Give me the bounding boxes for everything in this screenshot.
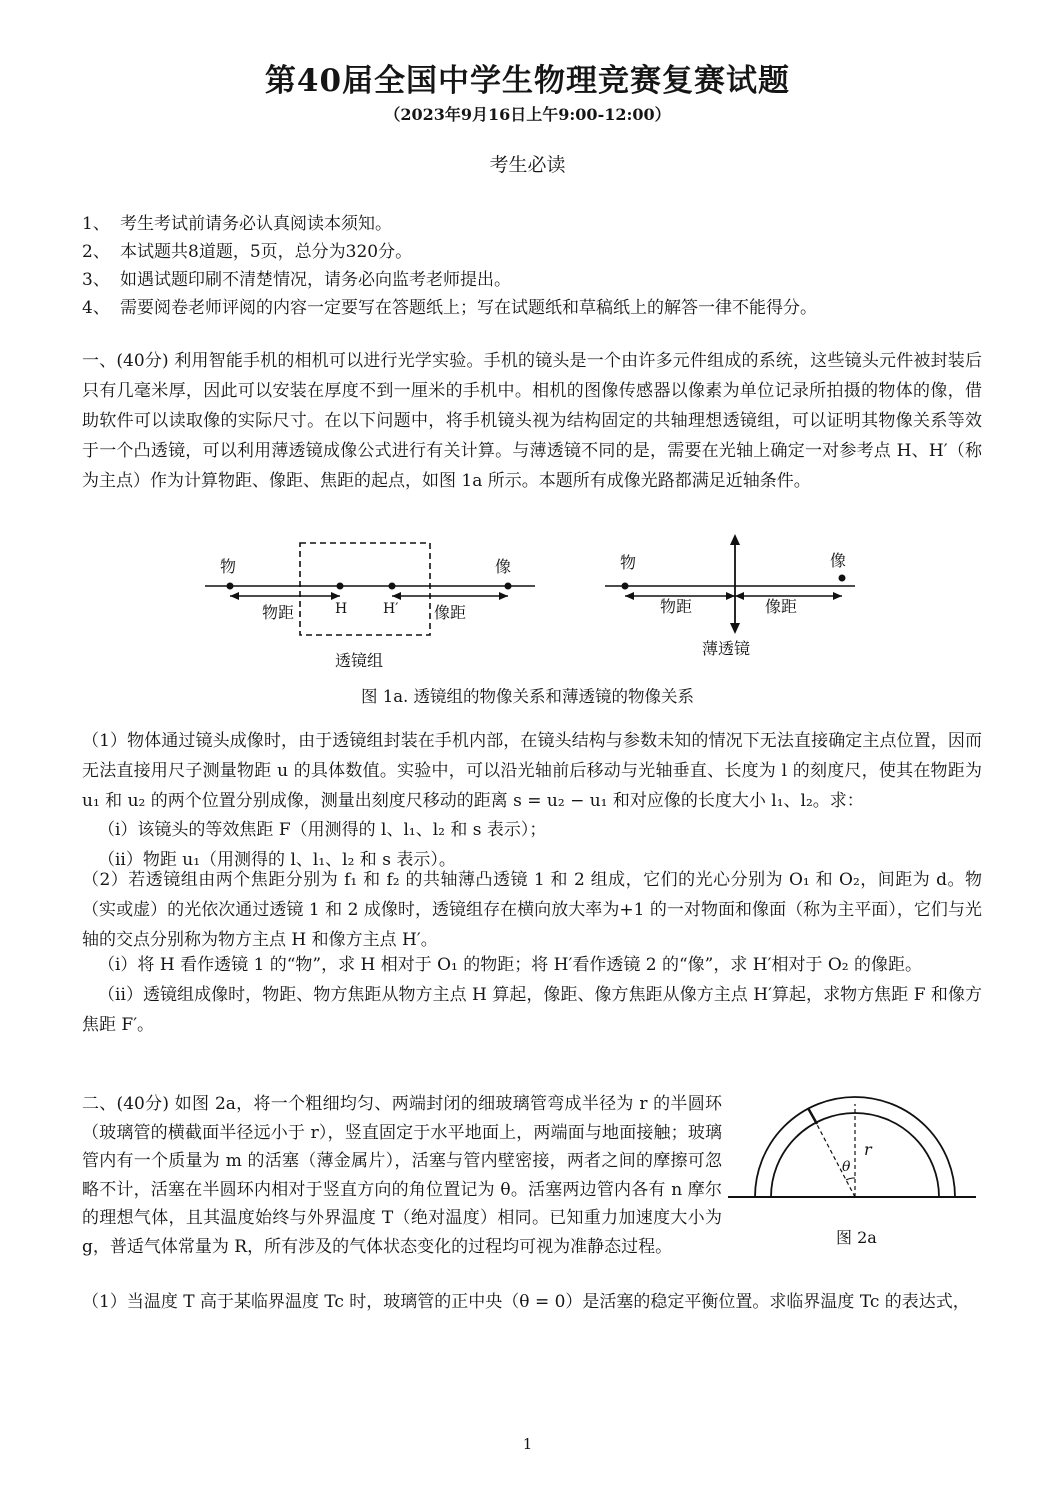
figure-1a xyxy=(190,530,870,675)
label-object-right: 物 xyxy=(620,553,637,572)
notice-item-4: 4、 需要阅卷老师评阅的内容一定要写在答题纸上；写在试题纸和草稿纸上的解答一律不能得分。 xyxy=(82,298,817,318)
image-point-left xyxy=(505,583,512,590)
label-image-distance-left: 像距 xyxy=(434,603,467,622)
label-object-distance-right: 物距 xyxy=(660,597,693,616)
label-image-right: 像 xyxy=(830,551,847,570)
radius-dashed xyxy=(812,1115,855,1197)
object-point-right xyxy=(622,583,629,590)
notice-item-1: 1、 考生考试前请务必认真阅读本须知。 xyxy=(82,214,392,234)
label-object-distance-left: 物距 xyxy=(262,603,295,622)
exam-time: （2023年9月16日上午9:00-12:00） xyxy=(384,105,671,124)
page-title: 第40届全国中学生物理竞赛复赛试题 xyxy=(264,63,791,99)
notice-title: 考生必读 xyxy=(489,154,566,176)
question-1-part-2-i: （i）将 H 看作透镜 1 的“物”，求 H 相对于 O₁ 的物距；将 H′看作透镜 2 的“像”，求 H′相对于 O₂ 的像距。 xyxy=(98,955,923,975)
label-h: H xyxy=(335,601,348,617)
label-h-prime: H′ xyxy=(383,601,399,617)
label-r: r xyxy=(864,1140,872,1159)
label-image-distance-right: 像距 xyxy=(765,597,798,616)
question-1-part-1-i: （i）该镜头的等效焦距 F（用测得的 l、l₁、l₂ 和 s 表示）； xyxy=(98,820,547,840)
question-1-intro: 一、(40分) 利用智能手机的相机可以进行光学实验。手机的镜头是一个由许多元件组成的系统，这些镜头元件被封装后只有几毫米厚，因此可以安装在厚度不到一厘米的手机中。相机的图像传感器以像素为单位记录所拍摄的物体的像，借助软件可以读取像的实际尺寸。在以下问题中，将手机镜头视为结构固定的共轴理想透镜组，可以证明其物像关系等效于一个凸透镜，可以利用薄透镜成像公式进行有关计算。与薄透镜不同的是，需要在光轴上确定一对参考点 H、H′（称为主点）作为计算物距、像距、焦距的起点，如图 1a 所示。本题所有成像光路都满足近轴条件。 xyxy=(82,351,982,491)
question-1-part-1: （1）物体通过镜头成像时，由于透镜组封装在手机内部，在镜头结构与参数未知的情况下无法直接确定主点位置，因而无法直接用尺子测量物距 u 的具体数值。实验中，可以沿光轴前后移动与光轴垂直、长度为 l 的刻度尺，使其在物距为 u₁ 和 u₂ 的两个位置分别成像，测量出刻度尺移动的距离 s = u₂ − u₁ 和对应像的长度大小 l₁、l₂。求： xyxy=(82,731,982,811)
label-theta: θ xyxy=(842,1159,851,1175)
question-2-part-1: （1）当温度 T 高于某临界温度 Tc 时，玻璃管的正中央（θ = 0）是活塞的稳定平衡位置。求临界温度 Tc 的表达式， xyxy=(82,1292,970,1312)
question-1-part-2-ii: （ii）透镜组成像时，物距、物方焦距从物方主点 H 算起，像距、像方焦距从像方主点 H′算起，求物方焦距 F 和像方焦距 F′。 xyxy=(82,985,982,1035)
label-image-left: 像 xyxy=(495,557,512,576)
h-prime-point xyxy=(389,583,396,590)
label-object-left: 物 xyxy=(220,557,237,576)
piston xyxy=(808,1108,817,1124)
notice-item-2: 2、 本试题共8道题，5页，总分为320分。 xyxy=(82,242,413,262)
notice-item-3: 3、 如遇试题印刷不清楚情况，请务必向监考老师提出。 xyxy=(82,270,511,290)
figure-2a-caption: 图 2a xyxy=(836,1228,877,1247)
question-1-part-1-ii: （ii）物距 u₁（用测得的 l、l₁、l₂ 和 s 表示）。 xyxy=(98,850,456,870)
question-1-part-2: （2）若透镜组由两个焦距分别为 f₁ 和 f₂ 的共轴薄凸透镜 1 和 2 组成，它们的光心分别为 O₁ 和 O₂，间距为 d。物（实或虚）的光依次通过透镜 1 和 2 成像时，透镜组存在横向放大率为+1 的一对物面和像面（称为主平面），它们与光轴的交点分别称为物方主点 H 和像方主点 H′。 xyxy=(82,870,982,950)
question-2-intro: 二、(40分) 如图 2a，将一个粗细均匀、两端封闭的细玻璃管弯成半径为 r 的半圆环（玻璃管的横截面半径远小于 r），竖直固定于水平地面上，两端面与地面接触；玻璃管内有一个质量为 m 的活塞（薄金属片），活塞与管内壁密接，两者之间的摩擦可忽略不计，活塞在半圆环内相对于竖直方向的角位置记为 θ。活塞两边管内各有 n 摩尔的理想气体，且其温度始终与外界温度 T（绝对温度）相同。已知重力加速度大小为 g，普适气体常量为 R，所有涉及的气体状态变化的过程均可视为准静态过程。 xyxy=(82,1094,722,1257)
h-point xyxy=(337,583,344,590)
figure-2a xyxy=(728,1085,978,1255)
object-point-left xyxy=(227,583,234,590)
lens-group-box xyxy=(300,543,430,635)
label-lens-group: 透镜组 xyxy=(335,651,384,670)
page-number: 1 xyxy=(522,1435,533,1453)
figure-1a-caption: 图 1a. 透镜组的物像关系和薄透镜的物像关系 xyxy=(360,687,695,706)
image-point-right xyxy=(839,575,846,582)
label-thin-lens: 薄透镜 xyxy=(702,639,751,658)
